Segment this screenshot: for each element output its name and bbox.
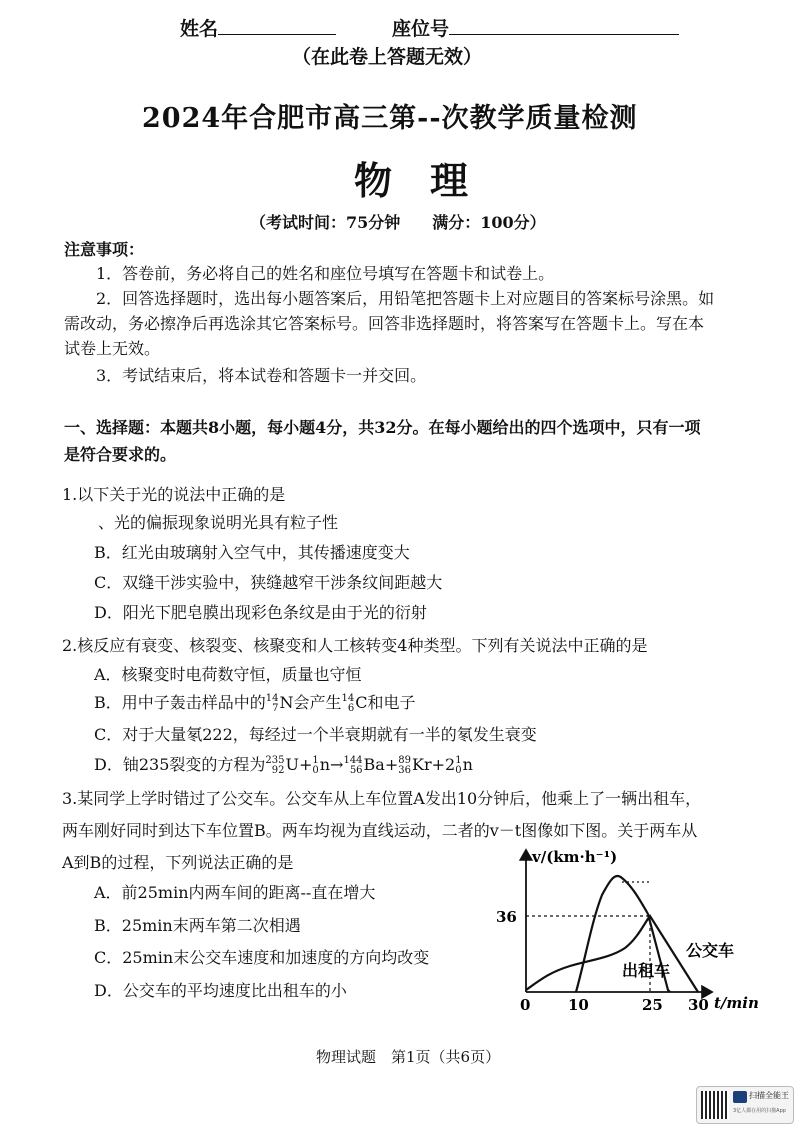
seat-line [449, 16, 679, 35]
plus-sign: + [298, 755, 313, 774]
neutron [455, 755, 473, 776]
name-label: 姓名 [180, 18, 219, 40]
element-symbol: C [355, 693, 368, 712]
nuclide-ba144 [343, 755, 384, 776]
mass-number: 14 [341, 692, 355, 704]
q1-option-b: B．红光由玻璃射入空气中，其传播速度变大 [94, 543, 410, 562]
mass-number: 14 [265, 692, 279, 704]
atomic-number: 0 [312, 764, 319, 776]
mass-number: 1 [455, 754, 462, 766]
badge-subtitle: 3亿人都在用的扫描App [733, 1108, 786, 1114]
instruction-item: 3．考试结束后，将本试卷和答题卡一并交回。 [96, 366, 427, 385]
neutron [312, 755, 330, 776]
element-symbol: N [279, 693, 294, 712]
x-tick-0: 0 [520, 996, 531, 1014]
instruction-item: 试卷上无效。 [64, 339, 161, 358]
seat-field [392, 14, 679, 41]
element-symbol: Ba [363, 755, 385, 774]
element-symbol: n [319, 755, 331, 774]
plus-sign: + [431, 755, 445, 774]
mass-number: 89 [398, 754, 411, 766]
q1-option-c: C．双缝干涉实验中，狭缝越窄干涉条纹间距越大 [94, 573, 443, 592]
element-symbol: U [285, 755, 299, 774]
page-footer: 物理试题 第1页（共6页） [316, 1048, 501, 1066]
q1-stem: 1.以下关于光的说法中正确的是 [62, 485, 286, 504]
atomic-number: 92 [271, 764, 285, 776]
qr-code-icon [701, 1091, 729, 1119]
atomic-number: 56 [349, 764, 363, 776]
mass-number: 235 [265, 754, 285, 766]
q3-option-b: B．25min末两车第二次相遇 [94, 916, 301, 935]
name-field [180, 14, 336, 41]
coefficient: 2 [445, 755, 456, 774]
section-heading-line2: 是符合要求的。 [64, 445, 177, 464]
q3-option-d: D．公交车的平均速度比出租车的小 [94, 981, 347, 1000]
instruction-item: 需改动，务必擦净后再选涂其它答案标号。回答非选择题时，将答案写在答题卡上。写在本 [64, 314, 705, 333]
subject-title: 物理 [354, 158, 507, 203]
x-tick-10: 10 [568, 996, 589, 1014]
q2-option-c: C．对于大量氡222，每经过一个半衰期就有一半的氡发生衰变 [94, 725, 537, 744]
bus-label: 公交车 [686, 941, 735, 960]
y-tick-36: 36 [496, 908, 517, 926]
x-axis-label: t/min [714, 994, 759, 1012]
q2-option-d [94, 752, 473, 776]
atomic-number: 36 [398, 764, 411, 776]
q2-option-b-text: 和电子 [367, 693, 416, 712]
nuclide-u235 [265, 755, 299, 776]
bus-curve [526, 916, 698, 992]
q1-option-d: D．阳光下肥皂膜出现彩色条纹是由于光的衍射 [94, 603, 427, 622]
y-axis-label: v/(km·h⁻¹) [532, 848, 618, 866]
atomic-number: 6 [347, 702, 355, 714]
q2-option-d-text: D．铀235裂变的方程为 [94, 755, 266, 774]
seat-label: 座位号 [392, 18, 450, 40]
section-heading-line1: 一、选择题：本题共8小题，每小题4分，共32分。在每小题给出的四个选项中，只有一项 [64, 418, 701, 437]
q3-stem-line3: A到B的过程，下列说法正确的是 [62, 853, 294, 872]
q3-option-c: C．25min末公交车速度和加速度的方向均改变 [94, 948, 430, 967]
q3-stem-line2: 两车刚好同时到达下车位置B。两车均视为直线运动，二者的v－t图像如下图。关于两车从 [62, 821, 698, 840]
instruction-item: 1．答卷前，务必将自己的姓名和座位号填写在答题卡和试卷上。 [96, 264, 555, 283]
instruction-item: 2．回答选择题时，选出每小题答案后，用铅笔把答题卡上对应题目的答案标号涂黑。如 [96, 289, 715, 308]
badge-title: 扫描全能王 [749, 1091, 789, 1100]
q2-option-b-text: B．用中子轰击样品中的 [94, 693, 266, 712]
exam-title: 2024年合肥市高三第--次教学质量检测 [142, 103, 638, 134]
q2-option-a: A．核聚变时电荷数守恒，质量也守恒 [94, 665, 362, 684]
q3-stem-line1: 3.某同学上学时错过了公交车。公交车从上车位置A发出10分钟后，他乘上了一辆出租车， [62, 789, 702, 808]
q2-option-b [94, 690, 416, 714]
atomic-number: 7 [272, 702, 279, 714]
atomic-number: 0 [455, 764, 462, 776]
x-tick-25: 25 [642, 996, 663, 1014]
scanner-badge [696, 1086, 794, 1124]
nuclide-c14 [342, 693, 368, 714]
plus-sign: + [384, 755, 399, 774]
element-symbol: Kr [411, 755, 432, 774]
mass-number: 1 [312, 754, 319, 766]
element-symbol: n [462, 755, 473, 774]
x-tick-30: 30 [688, 996, 709, 1014]
nuclide-kr89 [398, 755, 431, 776]
vt-graph [480, 840, 780, 1030]
q2-stem: 2.核反应有衰变、核裂变、核聚变和人工核转变4种类型。下列有关说法中正确的是 [62, 636, 648, 655]
reaction-arrow: → [330, 755, 344, 774]
exam-meta: （考试时间：75分钟 满分：100分） [250, 213, 546, 232]
mass-number: 144 [343, 754, 363, 766]
q1-option-a: 、光的偏振现象说明光具有粒子性 [98, 513, 339, 532]
instructions-heading: 注意事项： [64, 240, 145, 259]
nuclide-n14 [266, 693, 294, 714]
name-line [218, 16, 336, 35]
q2-option-b-text: 会产生 [293, 693, 342, 712]
app-logo-icon [733, 1091, 747, 1103]
invalid-notice: （在此卷上答题无效） [292, 46, 483, 68]
taxi-label: 出租车 [622, 961, 671, 980]
q3-option-a: A．前25min内两车间的距离--直在增大 [94, 883, 376, 902]
